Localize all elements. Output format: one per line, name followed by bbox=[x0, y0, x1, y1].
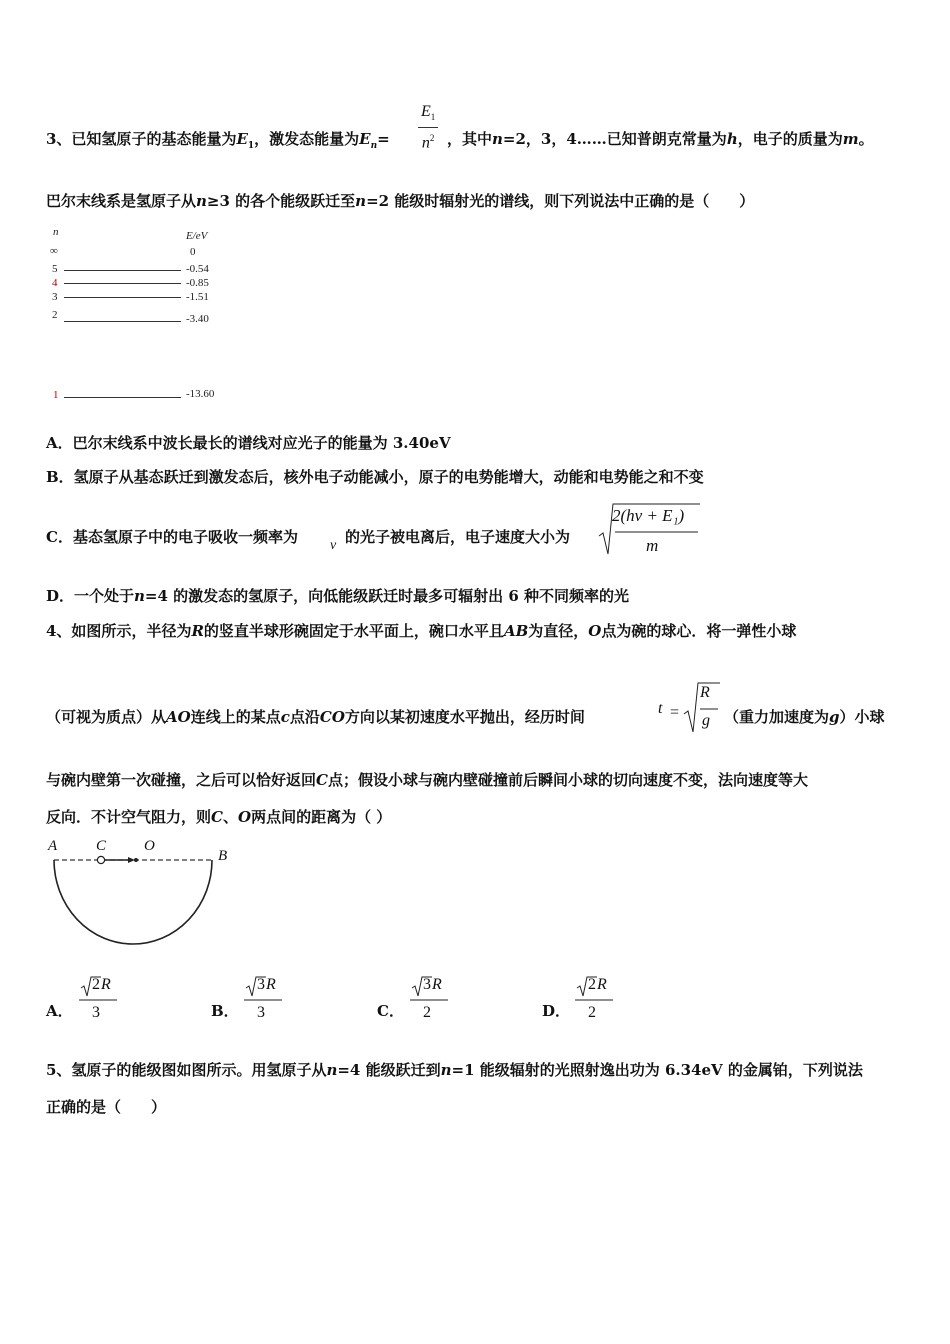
level-e-3: -1.51 bbox=[186, 291, 209, 303]
frac-num-sub: 1 bbox=[430, 112, 436, 123]
q3-option-c bbox=[46, 526, 298, 547]
var-g: g bbox=[829, 708, 840, 726]
q3-option-a: A．巴尔末线系中波长最长的谱线对应光子的能量为 3.40eV bbox=[46, 434, 451, 452]
level-line-3 bbox=[64, 297, 181, 298]
q4-option-d-frac bbox=[573, 974, 617, 1026]
q4-option-a-label: A． bbox=[46, 1002, 73, 1020]
time-den: g bbox=[702, 712, 710, 729]
q4-option-d-label: D． bbox=[542, 1002, 571, 1020]
var-n: n bbox=[326, 1061, 338, 1079]
var-R: R bbox=[266, 976, 276, 993]
fig-label-o: O bbox=[144, 838, 155, 854]
radicand: 2 bbox=[92, 976, 100, 993]
q4-text: 4、如图所示，半径为 bbox=[46, 622, 192, 640]
q5-line1 bbox=[46, 1059, 863, 1080]
q3-text: ，其中 bbox=[447, 130, 493, 148]
denominator: 2 bbox=[423, 1004, 431, 1021]
var-E: E bbox=[236, 130, 248, 148]
radicand: 2 bbox=[588, 976, 596, 993]
q3-text: 3、已知氢原子的基态能量为 bbox=[46, 130, 237, 148]
q3-stem-line1 bbox=[46, 128, 390, 151]
eq-sign: = bbox=[670, 704, 680, 721]
q4-line1 bbox=[46, 620, 796, 641]
var-n: n bbox=[196, 192, 207, 210]
arrow-head bbox=[128, 857, 135, 863]
q4-text: 方向以某初速度水平抛出，经历时间 bbox=[344, 708, 585, 726]
var-n: n bbox=[355, 192, 367, 210]
q4-text: 两点间的距离为（ ） bbox=[251, 808, 392, 826]
q4-line3 bbox=[46, 769, 808, 790]
q3-En-fraction bbox=[418, 102, 438, 154]
sub-1: 1 bbox=[247, 141, 255, 151]
diagram-n-header: n bbox=[53, 226, 59, 238]
q3-option-d bbox=[46, 585, 629, 606]
q4-text: 的竖直半球形碗固定于水平面上，碗口水平且 bbox=[203, 622, 504, 640]
fig-label-c: C bbox=[96, 838, 107, 854]
q3-stem-line1-rest bbox=[447, 128, 874, 149]
center-o-dot bbox=[134, 858, 138, 862]
denominator: 3 bbox=[257, 1004, 265, 1021]
q5-text: =1 能级辐射的光照射逸出功为 6.34eV 的金属铂，下列说法 bbox=[451, 1061, 863, 1079]
level-e-1: -13.60 bbox=[186, 388, 215, 400]
frac-num: E bbox=[421, 103, 431, 120]
level-e-inf: 0 bbox=[190, 246, 196, 258]
var-AO: AO bbox=[166, 708, 191, 726]
level-line-5 bbox=[64, 270, 181, 271]
var-R: R bbox=[191, 622, 204, 640]
q5-line2: 正确的是（ ） bbox=[46, 1098, 167, 1116]
level-n-2: 2 bbox=[52, 309, 58, 321]
level-line-4 bbox=[64, 283, 181, 284]
q4-option-c-label: C． bbox=[377, 1002, 404, 1020]
q4-text: 、 bbox=[222, 808, 238, 826]
level-n-1: 1 bbox=[53, 389, 59, 401]
time-num: R bbox=[700, 684, 710, 701]
var-n: n bbox=[492, 130, 503, 148]
bowl-arc bbox=[54, 860, 212, 944]
level-n-3: 3 bbox=[52, 291, 58, 303]
q4-text: （重力加速度为 bbox=[724, 708, 830, 726]
q3-option-b: B．氢原子从基态跃迁到激发态后，核外电子动能减小，原子的电势能增大，动能和电势能之和不变 bbox=[46, 468, 704, 486]
ball-at-c bbox=[97, 856, 104, 863]
var-R: R bbox=[597, 976, 607, 993]
level-e-2: -3.40 bbox=[186, 313, 209, 325]
q3-text: C．基态氢原子中的电子吸收一频率为 bbox=[46, 528, 298, 546]
var-t: t bbox=[658, 700, 663, 717]
q3-text: ≥3 的各个能级跃迁至 bbox=[206, 192, 356, 210]
diagram-e-header: E/eV bbox=[186, 230, 208, 242]
q3-option-c-rest bbox=[345, 526, 570, 547]
q3-text: =4 的激发态的氢原子，向低能级跃迁时最多可辐射出 6 种不同频率的光 bbox=[144, 587, 630, 605]
var-CO: CO bbox=[319, 708, 345, 726]
frac-den: n bbox=[421, 134, 430, 152]
bowl-figure bbox=[44, 838, 244, 953]
q3-text: D．一个处于 bbox=[46, 587, 135, 605]
var-O: O bbox=[237, 808, 252, 826]
var-R: R bbox=[432, 976, 442, 993]
var-C: C bbox=[316, 771, 328, 789]
q4-line4 bbox=[46, 806, 391, 827]
q4-text: 与碗内壁第一次碰撞，之后可以恰好返回 bbox=[46, 771, 317, 789]
q4-line2-rest bbox=[724, 706, 885, 727]
q3-text: 。 bbox=[858, 130, 874, 148]
level-e-5: -0.54 bbox=[186, 263, 209, 275]
var-n: n bbox=[440, 1061, 452, 1079]
q4-text: 连线上的某点 bbox=[190, 708, 281, 726]
q4-text: 反向．不计空气阻力，则 bbox=[46, 808, 212, 826]
frac-den-sup: 2 bbox=[429, 133, 435, 144]
sub-n: n bbox=[370, 141, 378, 151]
var-m: m bbox=[842, 130, 859, 148]
var-E: E bbox=[359, 130, 371, 148]
var-C: C bbox=[211, 808, 223, 826]
q4-text: 点为碗的球心．将一弹性小球 bbox=[601, 622, 797, 640]
q4-text: 为直径， bbox=[528, 622, 589, 640]
level-n-inf: ∞ bbox=[50, 245, 58, 257]
radicand: 3 bbox=[423, 976, 431, 993]
level-n-4: 4 bbox=[52, 277, 58, 289]
eq-sign: = bbox=[377, 130, 390, 148]
level-line-1 bbox=[64, 397, 181, 398]
q4-option-b-label: B． bbox=[211, 1002, 239, 1020]
q4-option-a-frac bbox=[77, 974, 121, 1026]
q3-stem-line2 bbox=[46, 190, 754, 211]
q4-text: （可视为质点）从 bbox=[46, 708, 167, 726]
q4-option-b-frac bbox=[242, 974, 286, 1026]
fig-label-b: B bbox=[218, 848, 228, 864]
q4-text: 点沿 bbox=[289, 708, 320, 726]
level-n-5: 5 bbox=[52, 263, 58, 275]
q4-line2 bbox=[46, 706, 585, 727]
q3-text: 的光子被电离后，电子速度大小为 bbox=[345, 528, 571, 546]
var-n: n bbox=[134, 587, 145, 605]
q5-text: =4 能级跃迁到 bbox=[337, 1061, 441, 1079]
q4-text: 点；假设小球与碗内壁碰撞前后瞬间小球的切向速度不变，法向速度等大 bbox=[327, 771, 808, 789]
var-R: R bbox=[101, 976, 111, 993]
q3-option-c-den: m bbox=[646, 536, 659, 555]
denominator: 3 bbox=[92, 1004, 100, 1021]
var-O: O bbox=[588, 622, 602, 640]
q5-text: 5、氢原子的能级图如图所示。用氢原子从 bbox=[46, 1061, 327, 1079]
q3-text: 巴尔末线系是氢原子从 bbox=[46, 192, 197, 210]
q3-text: ，激发态能量为 bbox=[254, 130, 360, 148]
var-AB: AB bbox=[503, 622, 529, 640]
q4-option-c-frac bbox=[408, 974, 452, 1026]
level-line-2 bbox=[64, 321, 181, 322]
var-c: c bbox=[280, 708, 290, 726]
radicand: 3 bbox=[257, 976, 265, 993]
fig-label-a: A bbox=[48, 838, 58, 854]
energy-level-diagram bbox=[44, 226, 244, 411]
var-nu: ν bbox=[330, 538, 337, 553]
q4-text: ）小球 bbox=[839, 708, 885, 726]
q3-text: =2，3，4……已知普朗克常量为 bbox=[502, 130, 727, 148]
denominator: 2 bbox=[588, 1004, 596, 1021]
q3-text: ，电子的质量为 bbox=[737, 130, 843, 148]
q3-option-c-num: 2(hν + E₁) bbox=[612, 506, 685, 525]
level-e-4: -0.85 bbox=[186, 277, 209, 289]
var-h: h bbox=[726, 130, 738, 148]
q3-text: =2 能级时辐射光的谱线，则下列说法中正确的是（ ） bbox=[366, 192, 755, 210]
